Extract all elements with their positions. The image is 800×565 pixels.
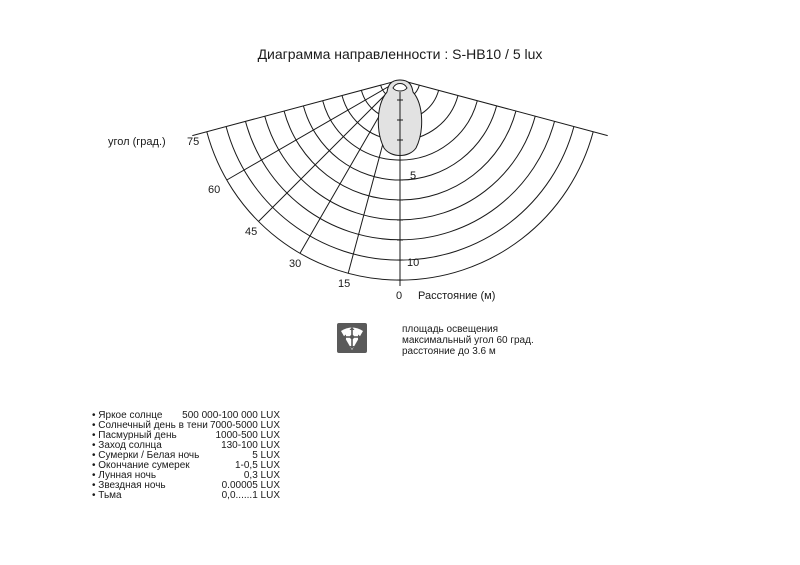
lux-value: 500 000-100 000 LUX — [182, 410, 280, 421]
angle-axis-label: угол (град.) — [108, 136, 166, 148]
lux-condition: • Окончание сумерек — [92, 461, 190, 471]
lux-value: 5 LUX — [252, 450, 280, 461]
lux-condition: • Солнечный день в тени — [92, 421, 208, 431]
angle-ray — [227, 80, 400, 180]
lux-value: 130-100 LUX — [221, 440, 280, 451]
lux-value: 1-0,5 LUX — [234, 460, 280, 471]
lux-condition: • Заход солнца — [92, 441, 162, 451]
lux-condition: • Сумерки / Белая ночь — [92, 451, 199, 461]
lux-condition: • Лунная ночь — [92, 471, 156, 481]
coverage-pattern-icon — [337, 323, 367, 353]
angle-ray — [400, 80, 608, 136]
info-area-label: площадь освещения — [402, 324, 499, 335]
coverage-info — [402, 324, 534, 357]
info-max-angle: максимальный угол 60 град. — [402, 335, 534, 346]
angle-ray — [259, 80, 400, 221]
sensor-head — [393, 84, 407, 92]
angle-tick-15: 15 — [338, 278, 351, 290]
diagram-title: Диаграмма направленности : S-HB10 / 5 lux — [257, 46, 543, 62]
angle-tick-75: 75 — [187, 136, 200, 148]
lux-row — [92, 491, 280, 501]
lux-value: 0.00005 LUX — [221, 480, 280, 491]
lux-value: 1000-500 LUX — [215, 430, 280, 441]
lux-condition: • Пасмурный день — [92, 431, 177, 441]
angle-tick-45: 45 — [245, 226, 258, 238]
angle-tick-60: 60 — [208, 184, 221, 196]
lux-condition: • Тьма — [92, 491, 122, 501]
lux-value: 0,0......1 LUX — [221, 490, 280, 501]
angle-tick-30: 30 — [289, 258, 302, 270]
distance-tick-10: 10 — [407, 257, 420, 269]
lux-value: 7000-5000 LUX — [209, 420, 280, 431]
lux-condition: • Яркое солнце — [92, 411, 162, 421]
distance-tick-5: 5 — [410, 170, 417, 182]
lux-value: 0,3 LUX — [243, 470, 280, 481]
angle-ray — [192, 80, 400, 136]
lux-condition: • Звездная ночь — [92, 481, 166, 491]
distance-tick-0: 0 — [396, 290, 403, 302]
lux-reference-table — [92, 411, 280, 501]
info-distance: расстояние до 3.6 м — [402, 346, 496, 357]
distance-axis-label: Расстояние (м) — [418, 290, 496, 302]
